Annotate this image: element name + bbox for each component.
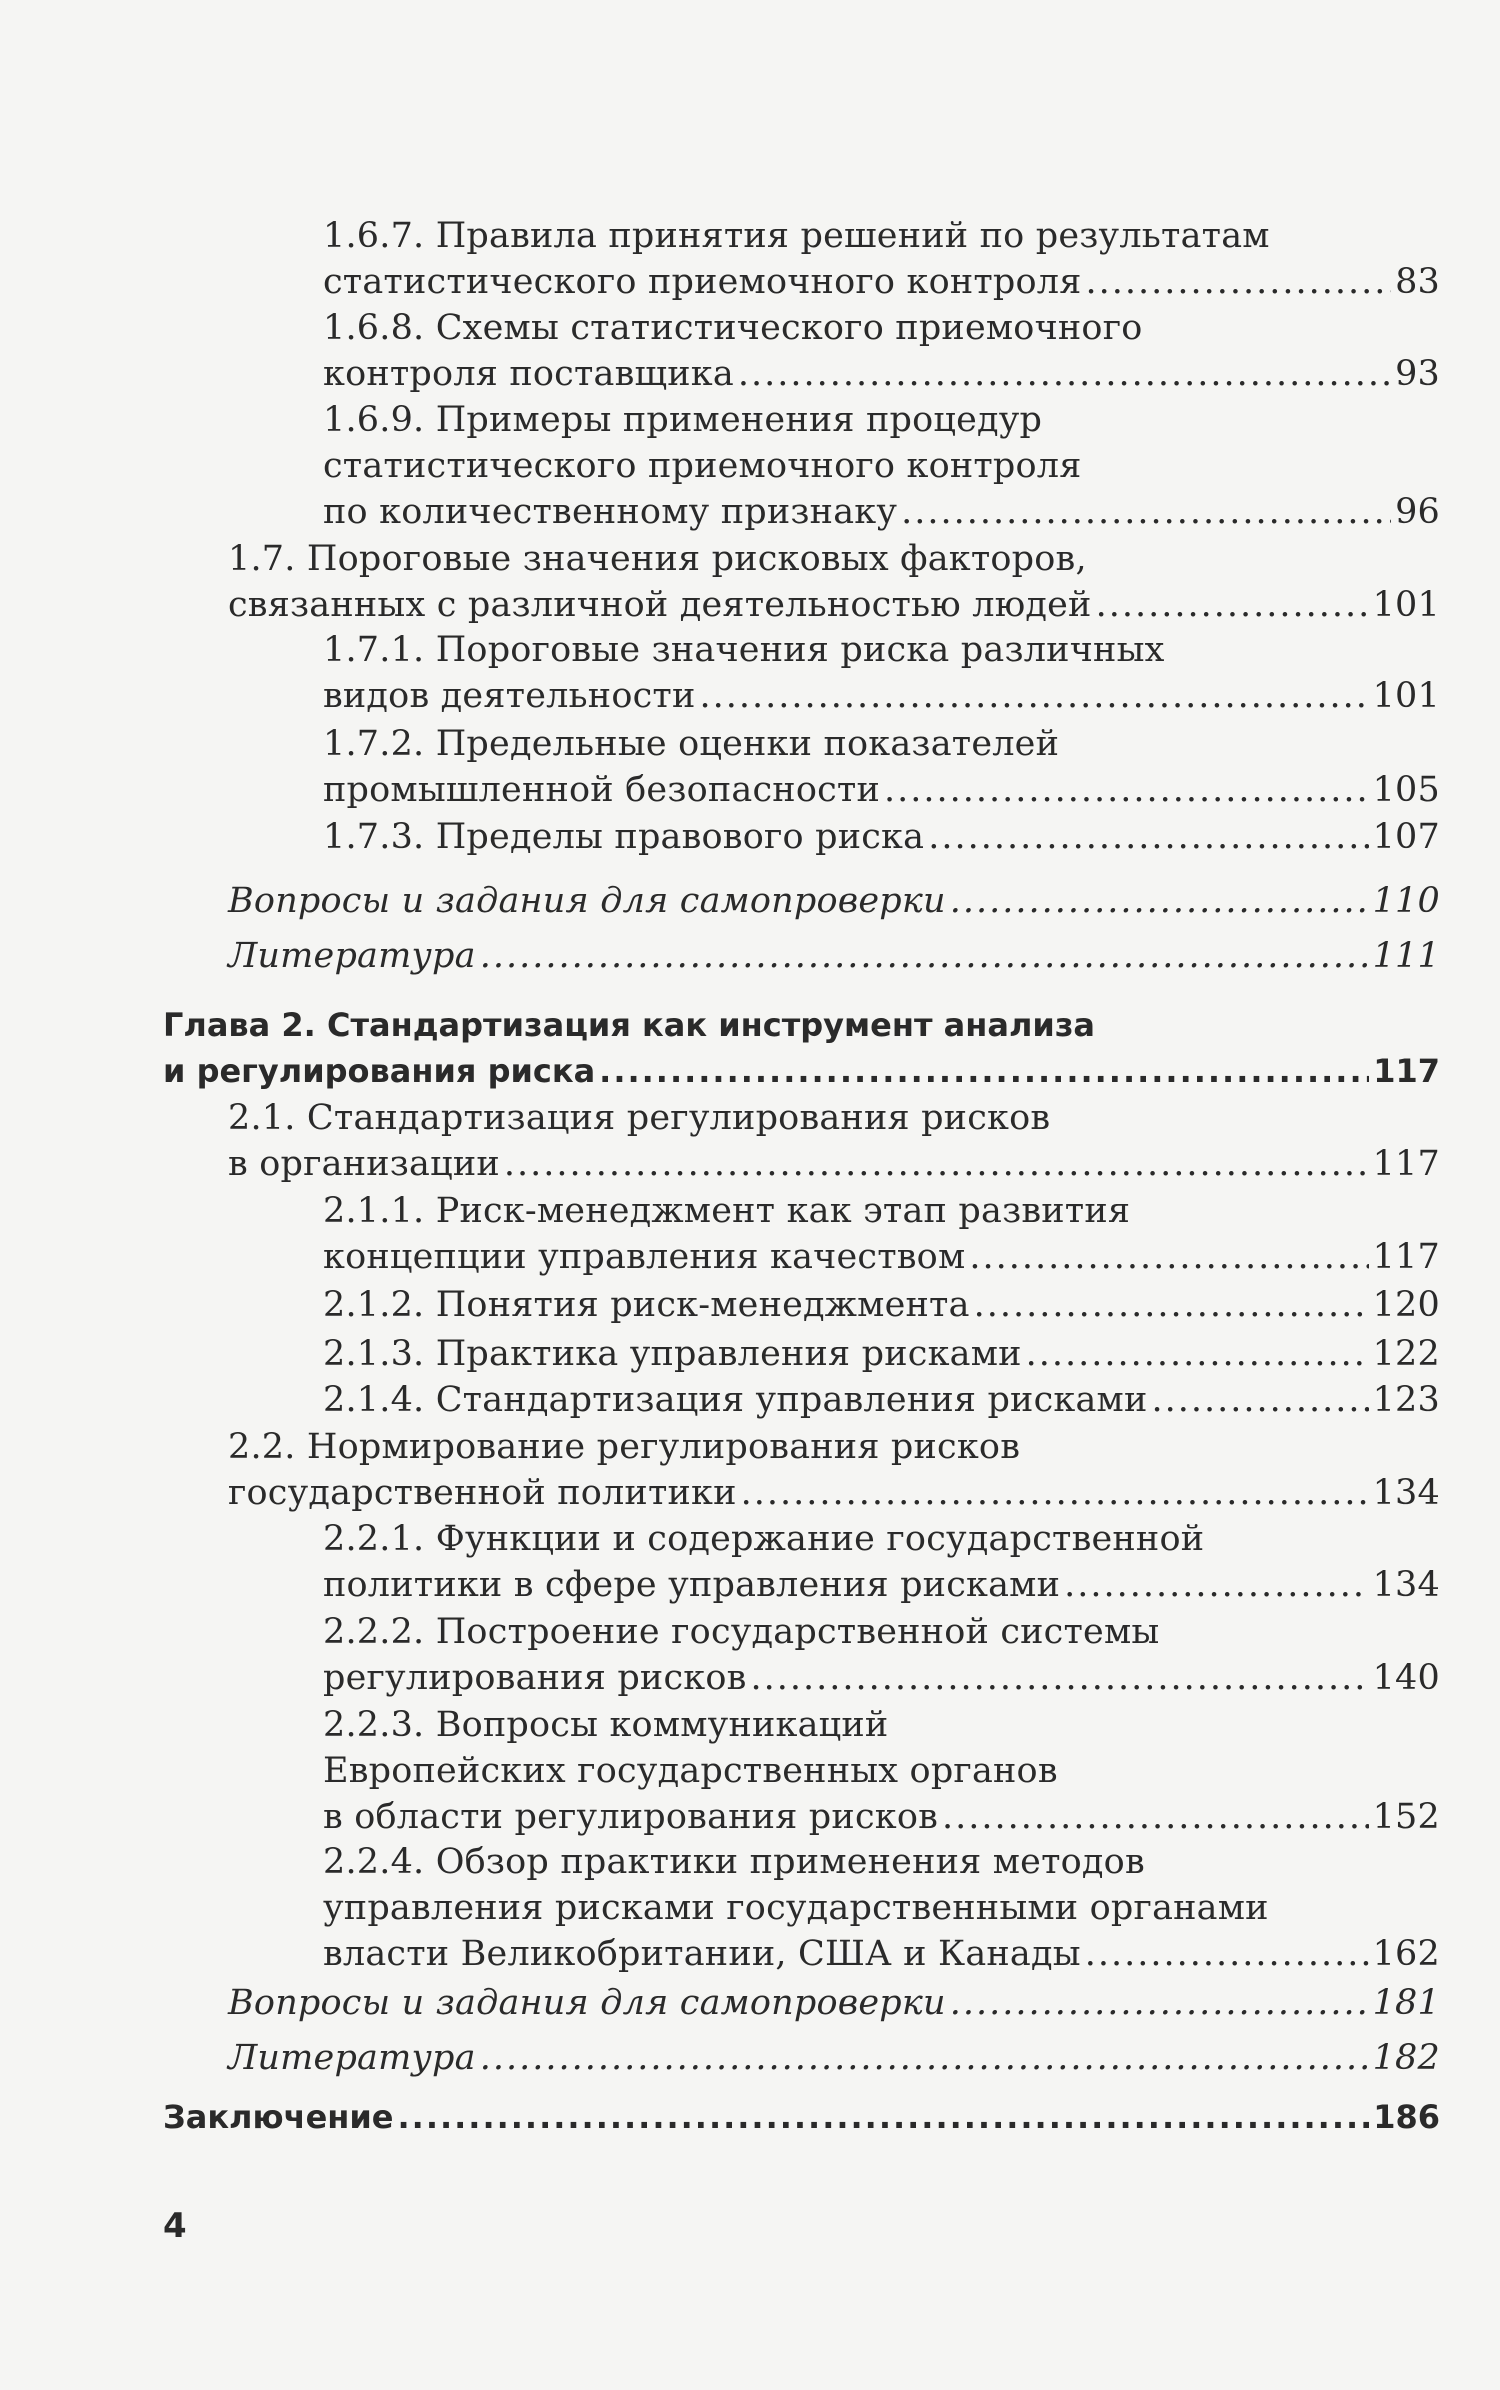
dot-leader — [751, 1655, 1369, 1701]
toc-entry-title: Литература — [228, 936, 476, 976]
dot-leader — [950, 1980, 1369, 2026]
page-number: 4 — [163, 2206, 187, 2246]
toc-entry — [323, 1702, 1440, 1840]
toc-entry — [228, 1980, 1440, 2026]
toc-entry-title: государственной политики — [228, 1473, 737, 1513]
toc-page-number: 117 — [1373, 1052, 1440, 1090]
toc-entry-title: в организации — [228, 1144, 500, 1184]
dot-leader — [480, 2035, 1369, 2081]
dot-leader — [1064, 1562, 1368, 1608]
dot-leader — [901, 489, 1391, 535]
toc-entry-title: 1.7.2. Предельные оценки показателей — [323, 724, 1060, 764]
toc-entry-title: 2.2.2. Построение государственной системы — [323, 1612, 1160, 1652]
toc-entry-title: Вопросы и задания для самопроверки — [228, 881, 946, 921]
toc-entry-title: власти Великобритании, США и Канады — [323, 1934, 1081, 1974]
toc-entry-title: 2.2.4. Обзор практики применения методов — [323, 1842, 1145, 1882]
toc-page-number: 120 — [1372, 1285, 1440, 1325]
toc-page-number: 122 — [1372, 1334, 1440, 1374]
toc-entry — [228, 1424, 1440, 1516]
dot-leader — [741, 1470, 1369, 1516]
dot-leader — [1086, 259, 1392, 305]
toc-entry-title: концепции управления качеством — [323, 1237, 966, 1277]
toc-entry — [323, 1516, 1440, 1608]
toc-entry-title: Европейских государственных органов — [323, 1751, 1058, 1791]
dot-leader — [1085, 1931, 1369, 1977]
toc-page-number: 110 — [1372, 881, 1440, 921]
toc-page-number: 117 — [1372, 1237, 1440, 1277]
toc-entry — [323, 1839, 1440, 1977]
toc-entry-title: в области регулирования рисков — [323, 1797, 938, 1837]
toc-entry — [323, 305, 1440, 397]
toc-entry-title: 2.1.3. Практика управления рисками — [323, 1334, 1022, 1374]
toc-page-number: 105 — [1372, 770, 1440, 810]
toc-page-number: 111 — [1372, 936, 1440, 976]
toc-entry — [323, 397, 1440, 535]
toc-page-number: 182 — [1372, 2038, 1440, 2078]
toc-page-number: 152 — [1372, 1797, 1440, 1837]
toc-page-number: 134 — [1372, 1473, 1440, 1513]
toc-entry — [228, 1095, 1440, 1187]
toc-entry-title: Вопросы и задания для самопроверки — [228, 1983, 946, 2023]
toc-entry — [323, 1188, 1440, 1280]
dot-leader — [950, 878, 1369, 924]
toc-entry-title: политики в сфере управления рисками — [323, 1565, 1061, 1605]
toc-page-number: 181 — [1372, 1983, 1440, 2023]
toc-entry — [228, 878, 1440, 924]
toc-entry-title: контроля поставщика — [323, 354, 734, 394]
toc-entry-title: 2.1.2. Понятия риск-менеджмента — [323, 1285, 970, 1325]
toc-page-number: 93 — [1395, 354, 1440, 394]
toc-entry — [323, 814, 1440, 860]
toc-page-number: 140 — [1372, 1658, 1440, 1698]
toc-page-number: 83 — [1395, 262, 1440, 302]
toc-page-number: 123 — [1372, 1380, 1440, 1420]
toc-page-number: 101 — [1372, 676, 1440, 716]
toc-page-number: 162 — [1372, 1934, 1440, 1974]
dot-leader — [1096, 582, 1369, 628]
toc-page-number: 117 — [1372, 1144, 1440, 1184]
dot-leader — [884, 767, 1369, 813]
dot-leader — [504, 1141, 1369, 1187]
toc-page-number: 96 — [1395, 492, 1440, 532]
dot-leader — [480, 933, 1369, 979]
dot-leader — [969, 1234, 1368, 1280]
dot-leader — [1151, 1377, 1368, 1423]
toc-entry — [323, 1377, 1440, 1423]
toc-entry-title: 1.6.8. Схемы статистического приемочного — [323, 308, 1143, 348]
dot-leader — [928, 814, 1368, 860]
toc-entry — [163, 1002, 1440, 1094]
toc-entry-title: 2.1. Стандартизация регулирования рисков — [228, 1098, 1051, 1138]
toc-entry-title: Литература — [228, 2038, 476, 2078]
toc-entry — [323, 1282, 1440, 1328]
toc-entry-title: 2.2.3. Вопросы коммуникаций — [323, 1705, 889, 1745]
toc-entry — [323, 721, 1440, 813]
toc-page-number: 134 — [1372, 1565, 1440, 1605]
toc-entry — [163, 2094, 1440, 2140]
toc-entry-title: управления рисками государственными органами — [323, 1888, 1269, 1928]
dot-leader — [699, 673, 1368, 719]
toc-entry — [323, 213, 1440, 305]
toc-entry-title: связанных с различной деятельностью людей — [228, 585, 1092, 625]
toc-page-number: 186 — [1373, 2098, 1440, 2136]
toc-entry-title: регулирования рисков — [323, 1658, 747, 1698]
toc-entry-title: 1.6.7. Правила принятия решений по результатам — [323, 216, 1270, 256]
toc-entry-title: статистического приемочного контроля — [323, 262, 1082, 302]
toc-entry — [228, 933, 1440, 979]
toc-entry-title: 1.7.1. Пороговые значения риска различных — [323, 630, 1165, 670]
dot-leader — [974, 1282, 1369, 1328]
dot-leader — [942, 1794, 1369, 1840]
toc-entry-title: статистического приемочного контроля — [323, 446, 1082, 486]
toc-entry-title: 2.1.1. Риск-менеджмент как этап развития — [323, 1191, 1131, 1231]
toc-entry-title: промышленной безопасности — [323, 770, 880, 810]
toc-entry-title: и регулирования риска — [163, 1052, 596, 1090]
dot-leader — [1026, 1331, 1369, 1377]
toc-entry-title: 1.7. Пороговые значения рисковых факторов, — [228, 539, 1087, 579]
toc-entry-title: Заключение — [163, 2098, 394, 2136]
toc-entry-title: 2.2.1. Функции и содержание государственной — [323, 1519, 1205, 1559]
toc-entry-title: 2.2. Нормирование регулирования рисков — [228, 1427, 1021, 1467]
toc-entry-title: по количественному признаку — [323, 492, 898, 532]
toc-entry — [323, 627, 1440, 719]
toc-entry — [228, 536, 1440, 628]
dot-leader — [599, 1048, 1369, 1094]
toc-entry-title: 1.6.9. Примеры применения процедур — [323, 400, 1043, 440]
toc-entry-title: 1.7.3. Пределы правового риска — [323, 817, 925, 857]
toc-entry-title: видов деятельности — [323, 676, 696, 716]
toc-page-number: 101 — [1372, 585, 1440, 625]
toc-entry — [323, 1331, 1440, 1377]
toc-page-number: 107 — [1372, 817, 1440, 857]
toc-entry-title: Глава 2. Стандартизация как инструмент анализа — [163, 1006, 1096, 1044]
dot-leader — [738, 351, 1391, 397]
toc-entry-title: 2.1.4. Стандартизация управления рисками — [323, 1380, 1148, 1420]
toc-entry — [228, 2035, 1440, 2081]
toc-entry — [323, 1609, 1440, 1701]
dot-leader — [398, 2094, 1370, 2140]
